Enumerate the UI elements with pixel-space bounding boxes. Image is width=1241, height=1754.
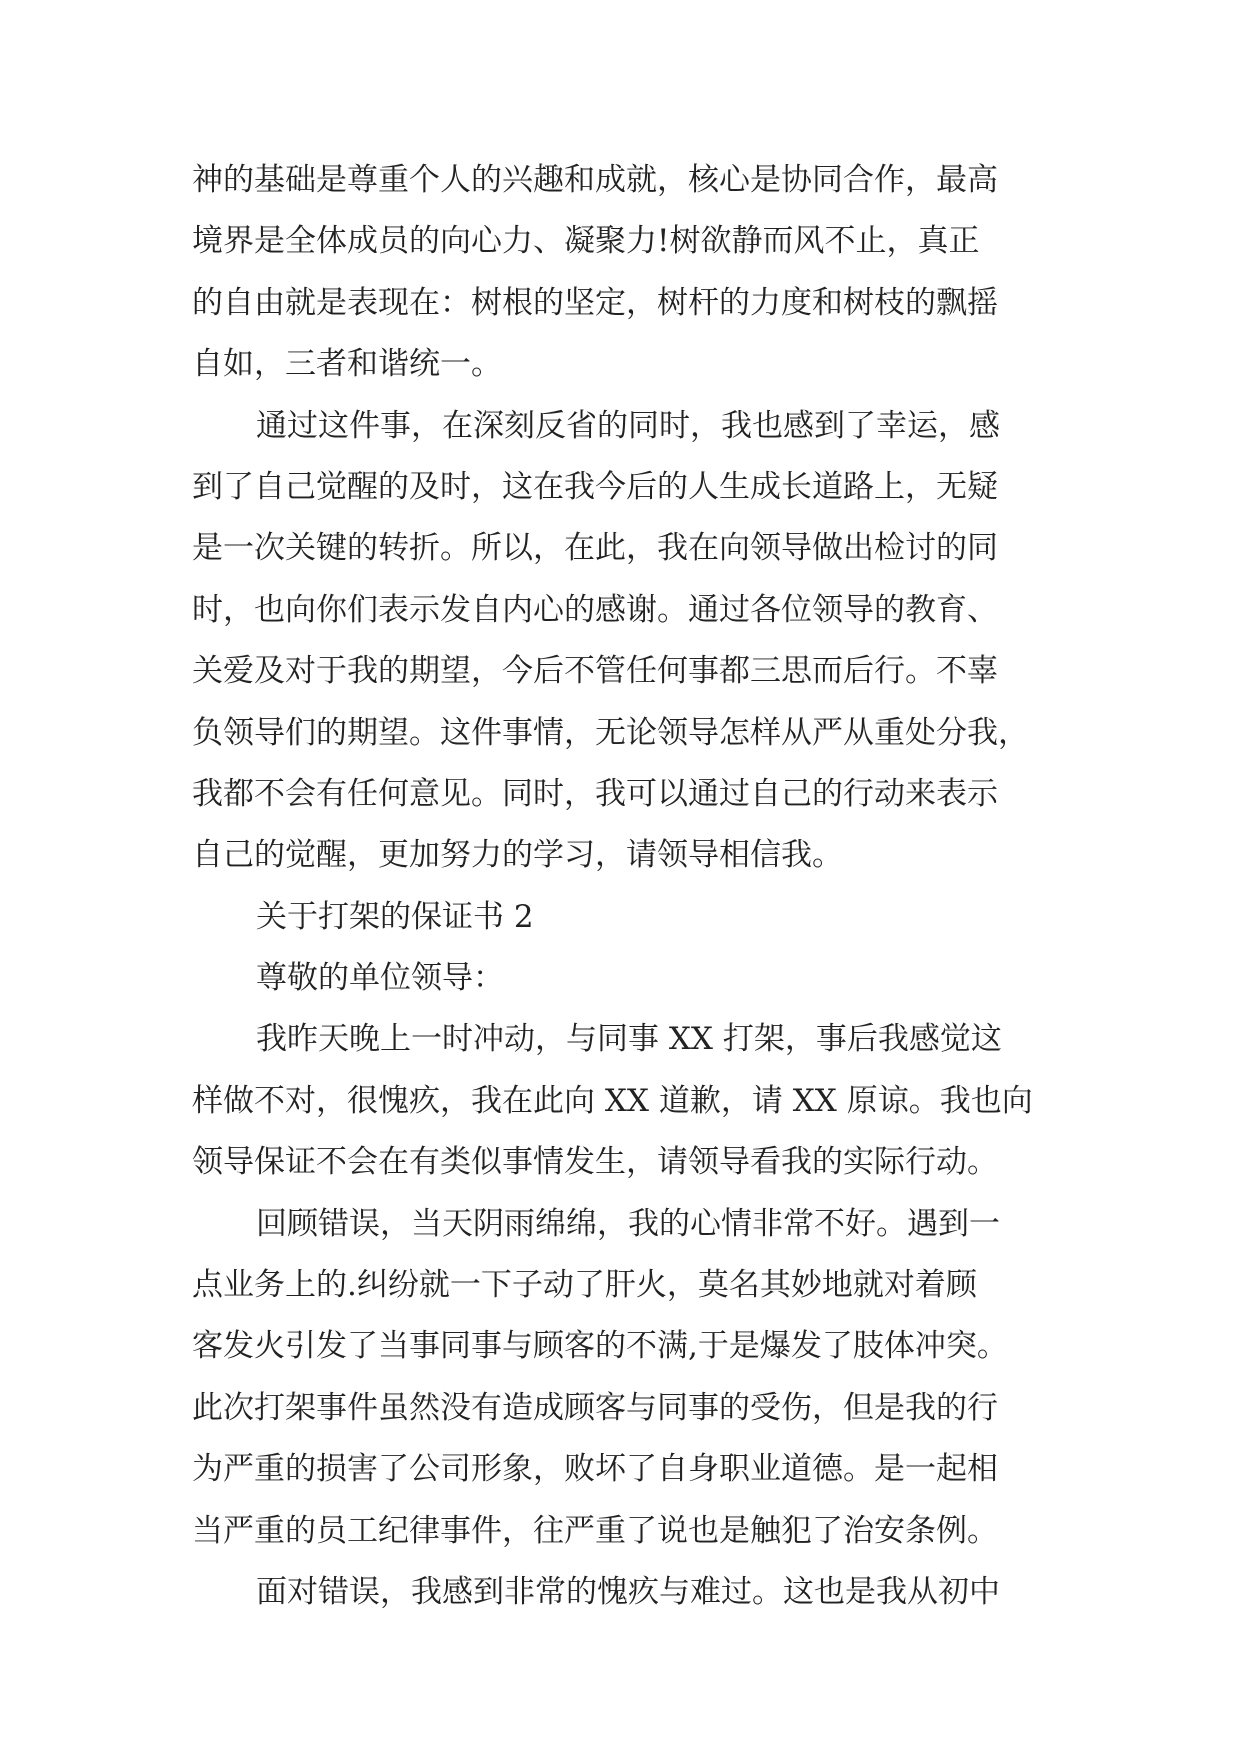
text-line: 样做不对，很愧疚，我在此向 XX 道歉，请 XX 原谅。我也向: [192, 1082, 1033, 1119]
text-line: 当严重的员工纪律事件，往严重了说也是触犯了治安条例。: [192, 1512, 998, 1549]
text-line: 此次打架事件虽然没有造成顾客与同事的受伤，但是我的行: [192, 1389, 998, 1426]
text-line: 到了自己觉醒的及时，这在我今后的人生成长道路上，无疑: [192, 468, 998, 505]
text-line: 回顾错误，当天阴雨绵绵，我的心情非常不好。遇到一: [256, 1205, 1000, 1242]
text-line: 是一次关键的转折。所以，在此，我在向领导做出检讨的同: [192, 530, 998, 567]
text-line: 客发火引发了当事同事与顾客的不满,于是爆发了肢体冲突。: [192, 1328, 1008, 1365]
text-line: 通过这件事，在深刻反省的同时，我也感到了幸运，感: [256, 407, 1000, 444]
text-line: 领导保证不会在有类似事情发生，请领导看我的实际行动。: [192, 1144, 998, 1181]
text-line: 神的基础是尊重个人的兴趣和成就，核心是协同合作，最高: [192, 162, 998, 198]
text-line: 关于打架的保证书 2: [256, 898, 534, 935]
text-line: 为严重的损害了公司形象，败坏了自身职业道德。是一起相: [192, 1451, 998, 1488]
body-text: [192, 150, 1072, 1623]
text-line: 负领导们的期望。这件事情，无论领导怎样从严从重处分我，: [192, 714, 1029, 751]
text-line: 境界是全体成员的向心力、凝聚力!树欲静而风不止，真正: [192, 223, 980, 260]
text-line: 时，也向你们表示发自内心的感谢。通过各位领导的教育、: [192, 591, 998, 628]
text-line: 尊敬的单位领导：: [256, 960, 504, 997]
text-line: 点业务上的.纠纷就一下子动了肝火，莫名其妙地就对着顾: [192, 1267, 977, 1304]
text-line: 我昨天晚上一时冲动，与同事 XX 打架，事后我感觉这: [256, 1021, 1002, 1058]
text-line: 的自由就是表现在：树根的坚定，树杆的力度和树枝的飘摇: [192, 284, 998, 321]
text-line: 面对错误，我感到非常的愧疚与难过。这也是我从初中: [256, 1573, 1000, 1610]
text-line: 关爱及对于我的期望，今后不管任何事都三思而后行。不辜: [192, 653, 998, 690]
text-line: 自如，三者和谐统一。: [192, 346, 502, 383]
text-line: 我都不会有任何意见。同时，我可以通过自己的行动来表示: [192, 775, 998, 812]
text-line: 自己的觉醒，更加努力的学习，请领导相信我。: [192, 837, 843, 874]
